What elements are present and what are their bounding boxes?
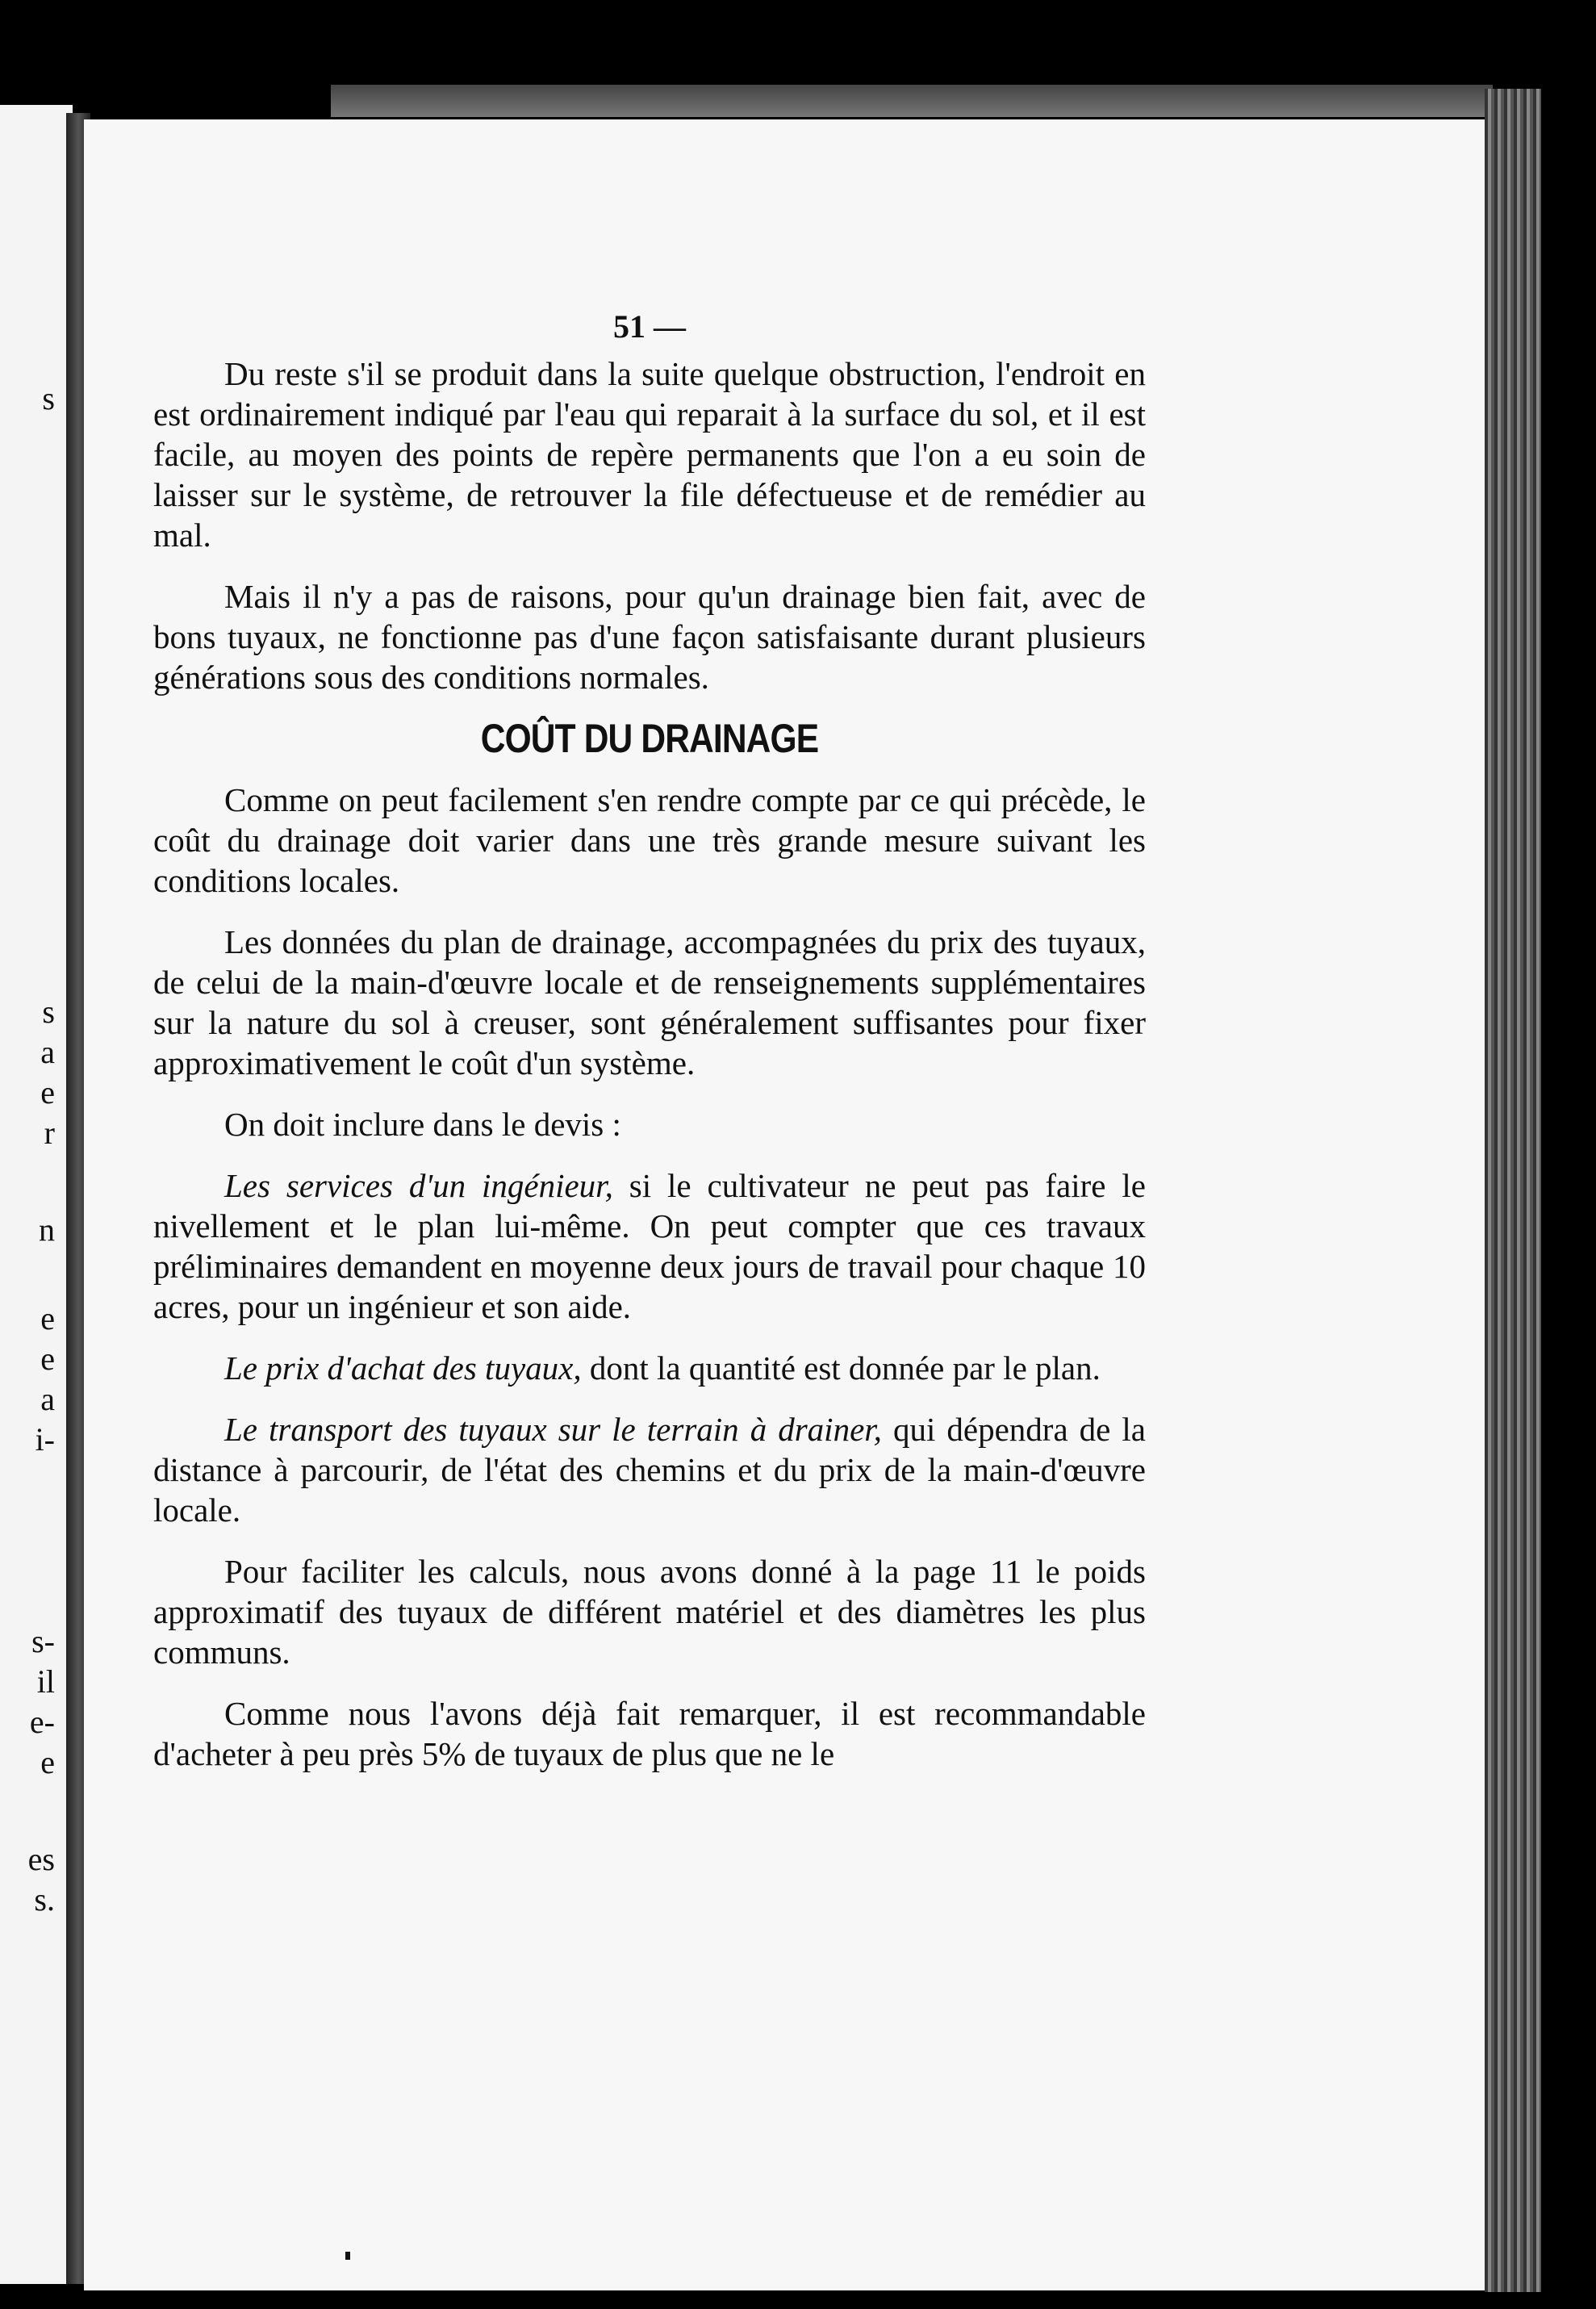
cost-item <box>153 1165 1146 1327</box>
page-body <box>153 307 1146 1795</box>
cost-item-text: si le cultivateur ne peut pas faire le nivellement et le plan lui-même. On peut compter que ces travaux préliminaires demandent en moyenne deux jours de travail pour chaque 10 acres, pour un ingénieur et son aide. <box>153 1167 1146 1325</box>
cost-item <box>153 1348 1146 1388</box>
fragment: e <box>40 1300 55 1336</box>
section-heading: COÛT DU DRAINAGE <box>480 716 819 761</box>
paragraph: Pour faciliter les calculs, nous avons donné à la page 11 le poids approximatif des tuyaux de différent matériel et des diamètres les plus communs. <box>153 1553 1146 1671</box>
fragment: s. <box>34 1881 55 1918</box>
cost-item-lead: Le prix d'achat des tuyaux, <box>224 1349 582 1387</box>
paragraph: Comme nous l'avons déjà fait remarquer, il est recommandable d'acheter à peu près 5% de tuyaux de plus que ne le <box>153 1695 1146 1772</box>
fragment: es <box>27 1841 55 1877</box>
cost-item-text: dont la quantité est donnée par le plan. <box>581 1349 1101 1387</box>
fragment: s <box>42 380 55 416</box>
fragment: e <box>40 1341 55 1377</box>
cost-item <box>153 1409 1146 1530</box>
fragment: s <box>42 993 55 1030</box>
cost-item-lead: Le transport des tuyaux sur le terrain à drainer, <box>224 1411 882 1448</box>
paragraph: Les données du plan de drainage, accompagnées du prix des tuyaux, de celui de la main-d'œuvre locale et de renseignements supplémentaires sur la nature du sol à creuser, sont généralement suffisantes pour fixer approximativement le coût d'un système. <box>153 923 1146 1081</box>
cost-item-text: qui dépendra de la distance à parcourir, de l'état des chemins et du prix de la main-d'œuvre locale. <box>153 1411 1146 1529</box>
paragraph: Du reste s'il se produit dans la suite quelque obstruction, l'endroit en est ordinairement indiqué par l'eau qui reparait à la surface du sol, et il est facile, au moyen des points de repère permanents que l'on a eu soin de laisser sur le système, de retrouver la file défectueuse et de remédier au mal. <box>153 355 1146 554</box>
scan-speck <box>345 2252 350 2260</box>
scan-border <box>331 85 1493 117</box>
paragraph: Comme on peut facilement s'en rendre compte par ce qui précède, le coût du drainage doit varier dans une très grande mesure suivant les conditions locales. <box>153 781 1146 899</box>
page-number: 51 — <box>613 308 686 345</box>
cost-item-lead: Les services d'un ingénieur, <box>224 1167 613 1204</box>
facing-page-fragments <box>0 105 73 2284</box>
page-stack-edge <box>1485 89 1541 2292</box>
fragment: il <box>36 1663 55 1700</box>
fragment: a <box>40 1034 55 1070</box>
fragment: e- <box>29 1704 55 1740</box>
fragment: n <box>39 1211 55 1248</box>
fragment: e <box>40 1744 55 1780</box>
fragment: a <box>40 1381 55 1417</box>
fragment: r <box>44 1115 55 1151</box>
paragraph: Mais il n'y a pas de raisons, pour qu'un drainage bien fait, avec de bons tuyaux, ne fonctionne pas d'une façon satisfaisante durant plusieurs générations sous des conditions normales. <box>153 578 1146 696</box>
fragment: i- <box>35 1421 55 1458</box>
fragment: e <box>40 1074 55 1111</box>
facing-page-edge <box>0 105 73 2284</box>
fragment: s- <box>31 1623 55 1659</box>
paragraph: On doit inclure dans le devis : <box>224 1106 621 1143</box>
